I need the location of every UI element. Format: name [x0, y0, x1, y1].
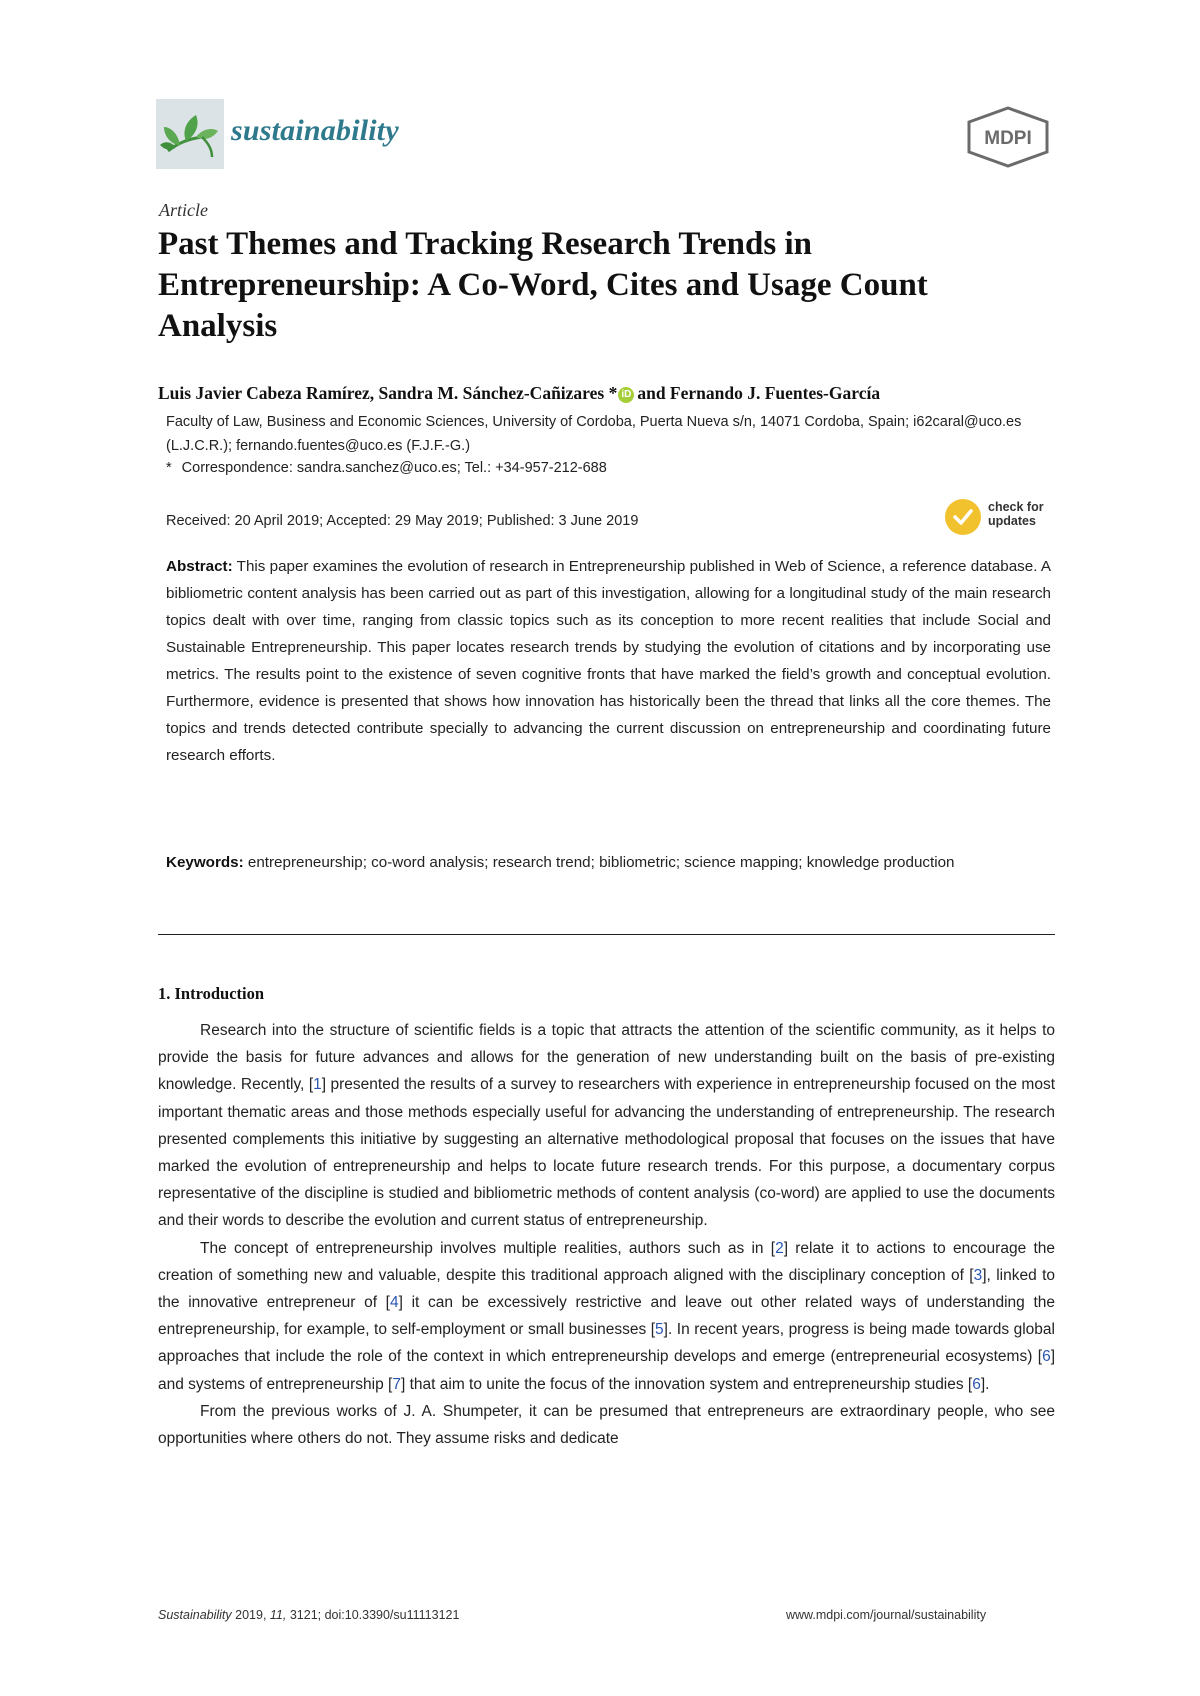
journal-logo [156, 99, 224, 169]
citation-link[interactable]: 3 [973, 1266, 983, 1284]
text-run: The concept of entrepreneurship involves multiple realities, authors such as in [ [200, 1239, 776, 1257]
paper-title: Past Themes and Tracking Research Trends in Entrepreneurship: A Co-Word, Cites and Usage Count Analysis [158, 226, 928, 344]
citation-link[interactable]: 4 [390, 1294, 399, 1312]
check-line-2: updates [988, 514, 1036, 528]
correspondence [166, 460, 607, 476]
paragraph [158, 1017, 1055, 1235]
keywords-label: Keywords: [166, 854, 244, 871]
text-run: ]. In recent years, progress is being made towards global approaches that include the role of the context in which entrepreneurship develops and emerge (entrepreneurial ecosystems) [ [158, 1321, 1055, 1366]
footer-doi: 3121; doi:10.3390/su11113121 [289, 1608, 460, 1622]
citation-link[interactable]: 7 [392, 1375, 401, 1393]
footer-url[interactable]: www.mdpi.com/journal/sustainability [786, 1608, 987, 1622]
footer-volume: 11, [269, 1608, 287, 1622]
citation-link[interactable]: 5 [655, 1321, 664, 1339]
paragraph [158, 1235, 1055, 1398]
footer-citation [158, 1608, 459, 1622]
text-run: ], linked to the innovative entrepreneur of [ [158, 1266, 1055, 1312]
paragraph: From the previous works of J. A. Shumpeter, it can be presumed that entrepreneurs are extraordinary people, who see opportunities where others do not. They assume risks and dedicate [158, 1402, 1055, 1448]
author-names-last: and Fernando J. Fuentes-García [637, 383, 881, 403]
check-for-updates-label [988, 500, 1044, 528]
keywords [166, 849, 1051, 876]
publication-dates: Received: 20 April 2019; Accepted: 29 May 2019; Published: 3 June 2019 [166, 513, 639, 529]
citation-link[interactable]: 6 [1042, 1348, 1051, 1366]
footer-year: 2019, [235, 1608, 267, 1622]
author-list [158, 383, 880, 404]
publisher-name: MDPI [984, 128, 1032, 149]
author-names: Luis Javier Cabeza Ramírez, Sandra M. Sánchez-Cañizares * [158, 383, 618, 403]
checkmark-icon [945, 499, 981, 535]
text-run: ] that aim to unite the focus of the innovation system and entrepreneurship studies [ [400, 1375, 973, 1393]
divider [158, 934, 1055, 935]
text-run: ] and systems of entrepreneurship [ [158, 1348, 1055, 1393]
journal-name: sustainability [231, 114, 399, 147]
correspondence-text: Correspondence: sandra.sanchez@uco.es; Tel.: +34-957-212-688 [181, 460, 607, 476]
article-type: Article [159, 200, 208, 220]
section-body [158, 1017, 1055, 1452]
text-run: ] relate it to actions to encourage the creation of something new and valuable, despite this traditional approach aligned with the disciplinary conception of [ [158, 1239, 1055, 1284]
keywords-text: entrepreneurship; co-word analysis; research trend; bibliometric; science mapping; knowledge production [247, 854, 955, 871]
text-run: ] it can be excessively restrictive and leave out other related ways of understanding the entrepreneurship, for example, to self-employment or small businesses [ [158, 1294, 1056, 1339]
check-for-updates-badge[interactable] [945, 497, 1055, 539]
citation-link[interactable]: 2 [775, 1239, 784, 1257]
mdpi-logo [965, 106, 1051, 168]
orcid-icon[interactable]: iD [618, 387, 634, 403]
text-run: ] presented the results of a survey to researchers with experience in entrepreneurship focused on the most important thematic areas and those methods especially useful for advancing the understanding of entrepreneurship. The research presented complements this initiative by suggesting an alternative methodological proposal that focuses on the issues that have marked the evolution of entrepreneurship and helps to locate future research trends. For this purpose, a documentary corpus representative of the discipline is studied and bibliometric methods of content analysis (co-word) are applied to use the documents and their words to describe the evolution and current status of entrepreneurship. [158, 1076, 1055, 1230]
correspondence-marker: * [166, 460, 172, 476]
leaf-icon [156, 99, 224, 169]
citation-link[interactable]: 6 [972, 1375, 981, 1393]
text-run: Research into the structure of scientific fields is a topic that attracts the attention of the scientific community, as it helps to provide the basis for future advances and allows for the generation of new understanding built on the basis of pre-existing knowledge. Recently, [ [158, 1022, 1055, 1094]
abstract-text: This paper examines the evolution of research in Entrepreneurship published in Web of Science, a reference database. A bibliometric content analysis has been carried out as part of this investigation, allowing for a longitudinal study of the main research topics dealt with over time, ranging from classic topics such as its conception to more recent realities that include Social and Sustainable Entrepreneurship. This paper locates research trends by studying the evolution of citations and by incorporating use metrics. The results point to the existence of seven cognitive fronts that have marked the field’s growth and conceptual evolution. Furthermore, evidence is presented that shows how innovation has historically been the thread that links all the core themes. The topics and trends detected contribute specially to advancing the current discussion on entrepreneurship and coordinating future research efforts. [166, 558, 1051, 764]
citation-link[interactable]: 1 [313, 1076, 322, 1094]
section-heading: 1. Introduction [158, 984, 265, 1003]
abstract-label: Abstract: [166, 558, 233, 575]
abstract [166, 553, 1051, 769]
footer-journal: Sustainability [158, 1608, 232, 1622]
check-line-1: check for [988, 500, 1044, 514]
text-run: ]. [980, 1375, 990, 1393]
affiliation: Faculty of Law, Business and Economic Sciences, University of Cordoba, Puerta Nueva s/n, 14071 Cordoba, Spain; i62caral@uco.es (L.J.C.R.); fernando.fuentes@uco.es (F.J.F.-G.) [166, 414, 1022, 454]
